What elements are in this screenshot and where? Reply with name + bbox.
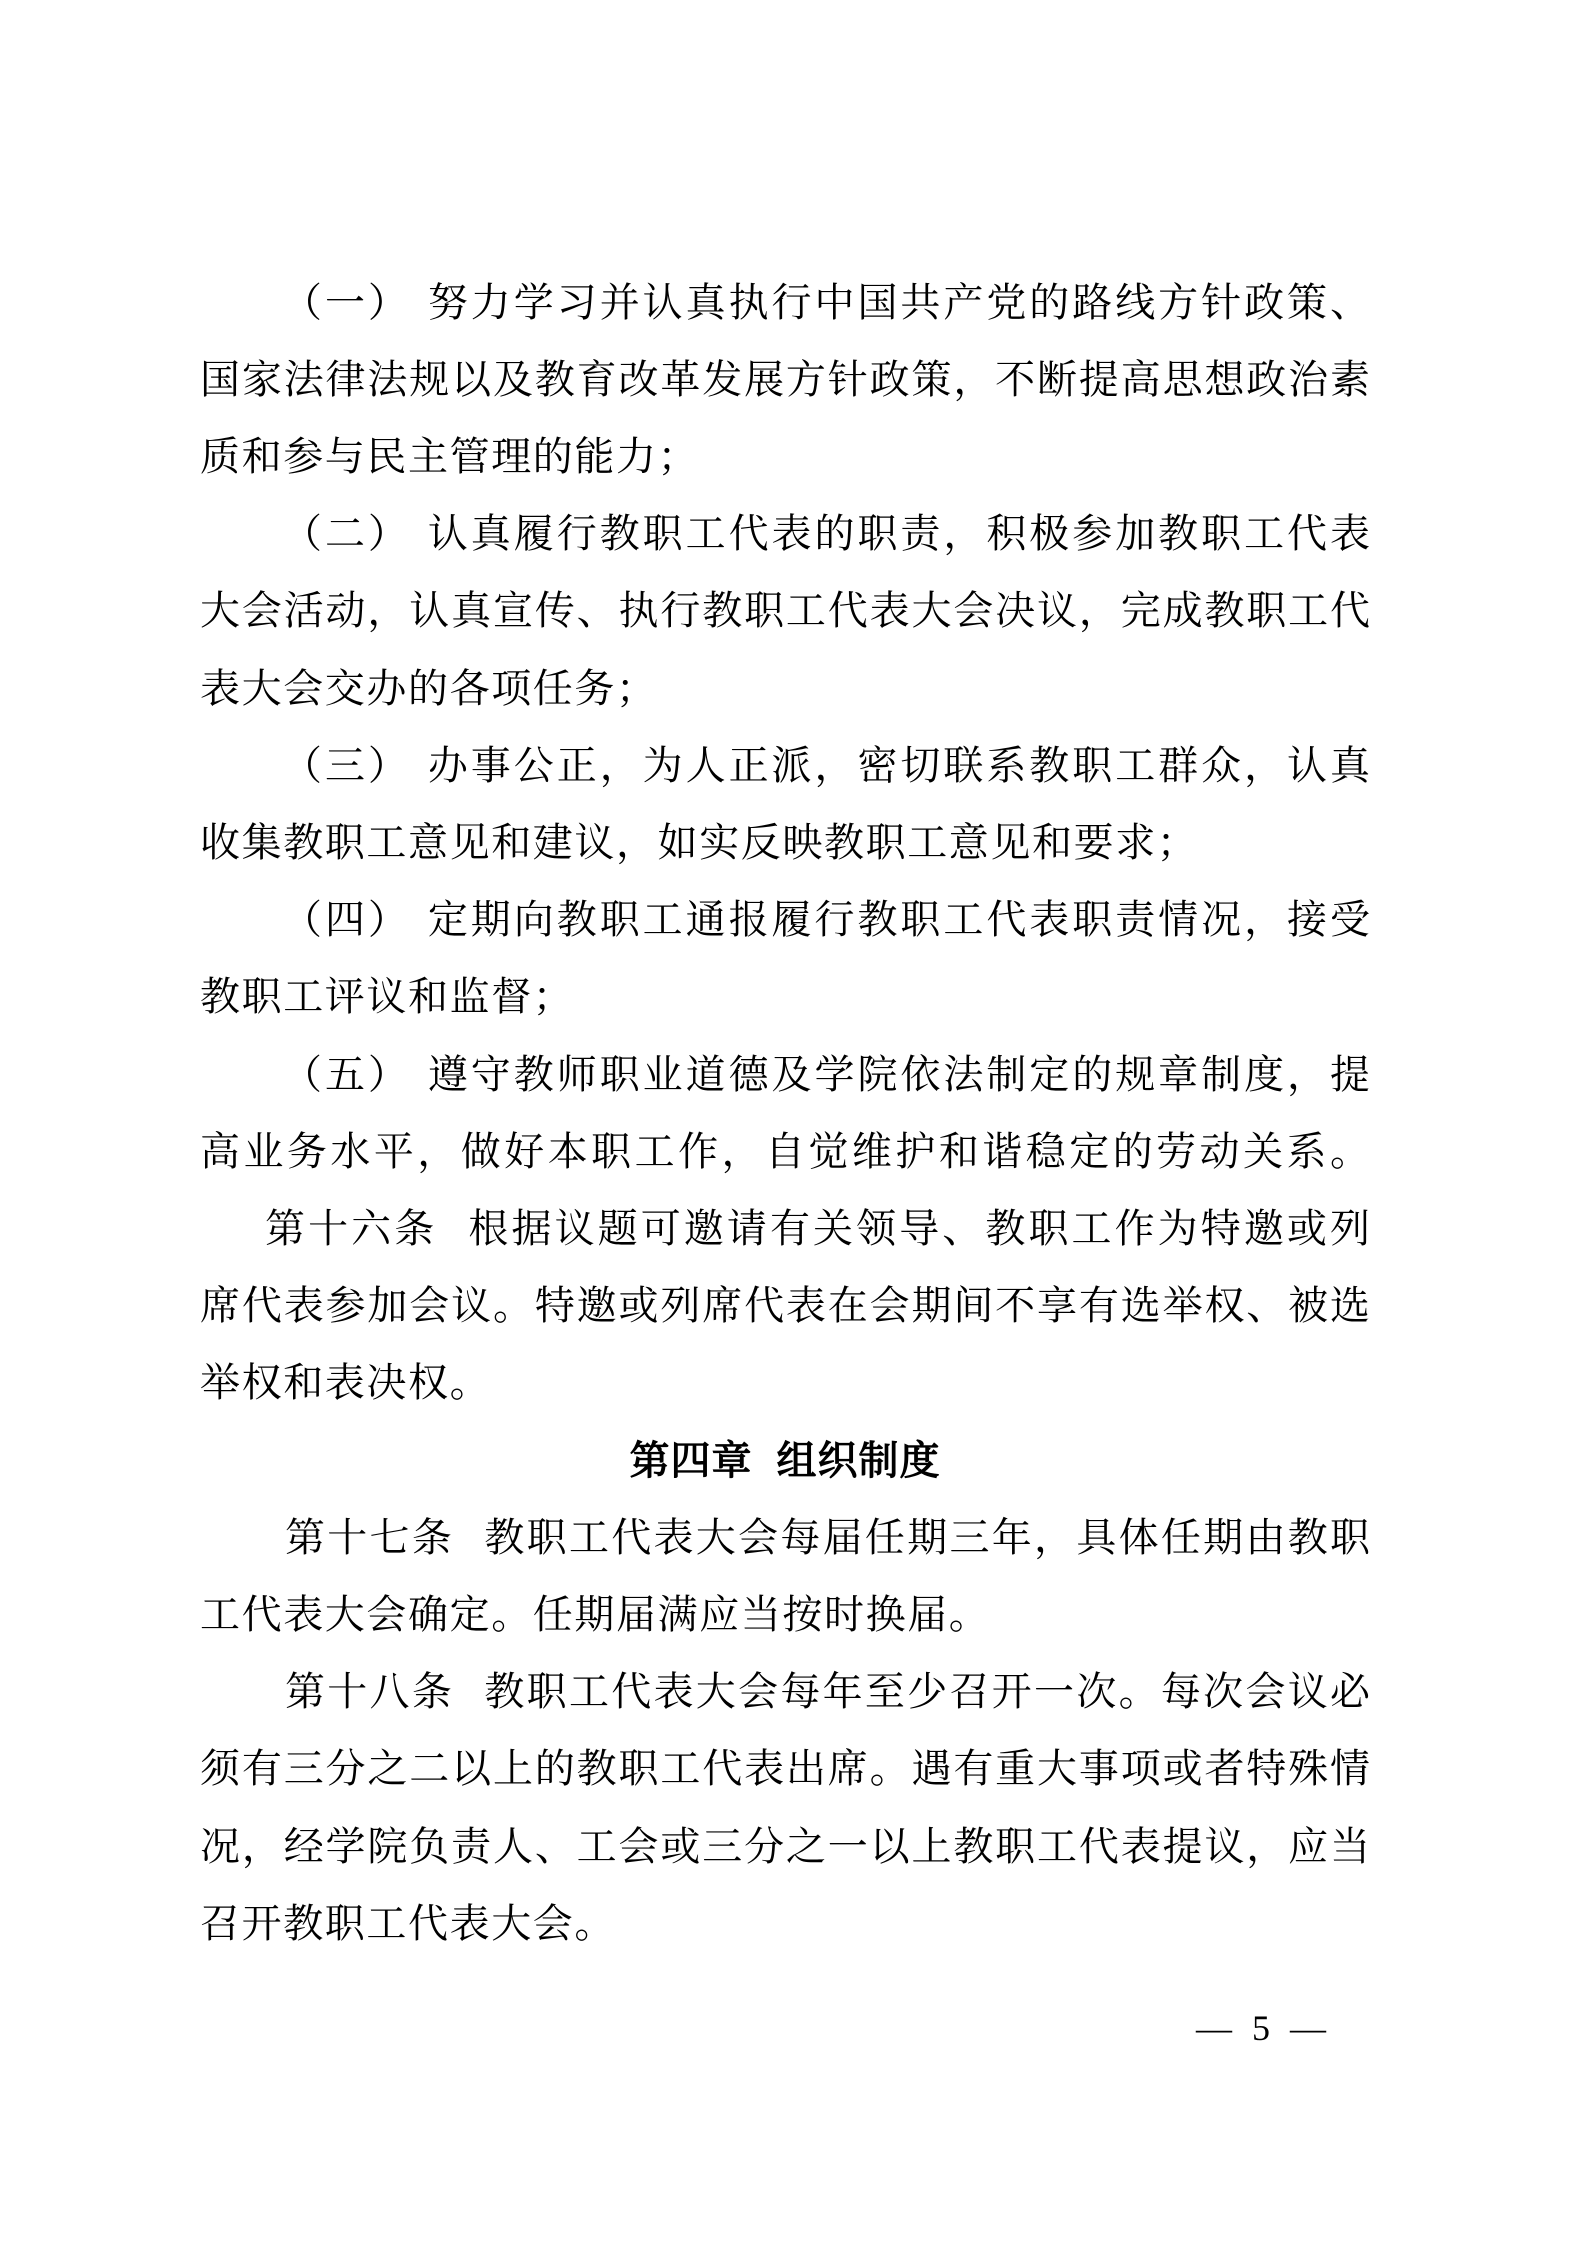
article-label: 第十六条: [265, 1205, 438, 1252]
chapter-heading: [200, 1423, 1370, 1500]
text-line: 质和参与民主管理的能力；: [200, 433, 700, 480]
article-label: 第十七条: [285, 1514, 455, 1561]
text-line: [282, 728, 1370, 805]
page-number-dash-right: —: [1290, 2008, 1326, 2048]
list-item-text: 努力学习并认真执行中国共产党的路线方针政策、: [424, 279, 1371, 326]
text-line: [265, 1191, 1370, 1268]
article-text: 教职工代表大会每年至少召开一次。每次会议必: [482, 1669, 1371, 1716]
text-line: 国家法律法规以及教育改革发展方针政策，不断提高思想政治素: [200, 356, 1370, 403]
text-line: [285, 1654, 1370, 1731]
list-item-text: 办事公正，为人正派，密切联系教职工群众，认真: [424, 742, 1371, 789]
list-marker: （四）: [282, 897, 411, 944]
page-number: [1196, 2008, 1326, 2048]
text-line: [282, 265, 1370, 342]
text-line: 况，经学院负责人、工会或三分之一以上教职工代表提议，应当: [200, 1823, 1370, 1870]
list-item-text: 遵守教师职业道德及学院依法制定的规章制度，提: [424, 1051, 1371, 1098]
list-item-text: 认真履行教职工代表的职责，积极参加教职工代表: [424, 511, 1371, 558]
text-line: 席代表参加会议。特邀或列席代表在会期间不享有选举权、被选: [200, 1283, 1370, 1330]
text-line: [282, 882, 1370, 959]
text-line: 须有三分之二以上的教职工代表出席。遇有重大事项或者特殊情: [200, 1746, 1370, 1793]
text-line: 教职工评议和监督；: [200, 974, 575, 1021]
list-marker: （三）: [282, 742, 411, 789]
text-line: 召开教职工代表大会。: [200, 1900, 616, 1947]
text-line: 高业务水平，做好本职工作，自觉维护和谐稳定的劳动关系。: [200, 1128, 1370, 1175]
text-line: 大会活动，认真宣传、执行教职工代表大会决议，完成教职工代: [200, 588, 1370, 635]
text-line: 工代表大会确定。任期届满应当按时换届。: [200, 1591, 991, 1638]
chapter-number: 第四章: [629, 1437, 753, 1484]
text-line: [282, 1037, 1370, 1114]
list-item-text: 定期向教职工通报履行教职工代表职责情况，接受: [424, 897, 1371, 944]
text-line: 收集教职工意见和建议，如实反映教职工意见和要求；: [200, 819, 1199, 866]
chapter-title: 组织制度: [776, 1437, 941, 1484]
list-marker: （二）: [282, 511, 411, 558]
text-line: 表大会交办的各项任务；: [200, 665, 658, 712]
article-text: 根据议题可邀请有关领导、教职工作为特邀或列: [465, 1205, 1371, 1252]
article-label: 第十八条: [285, 1669, 455, 1716]
list-marker: （一）: [282, 279, 411, 326]
article-text: 教职工代表大会每届任期三年，具体任期由教职: [482, 1514, 1371, 1561]
text-line: 举权和表决权。: [200, 1360, 492, 1407]
list-marker: （五）: [282, 1051, 411, 1098]
text-line: [282, 496, 1370, 573]
page-number-value: 5: [1252, 2008, 1270, 2048]
page-number-dash-left: —: [1196, 2008, 1232, 2048]
text-line: [285, 1500, 1370, 1577]
